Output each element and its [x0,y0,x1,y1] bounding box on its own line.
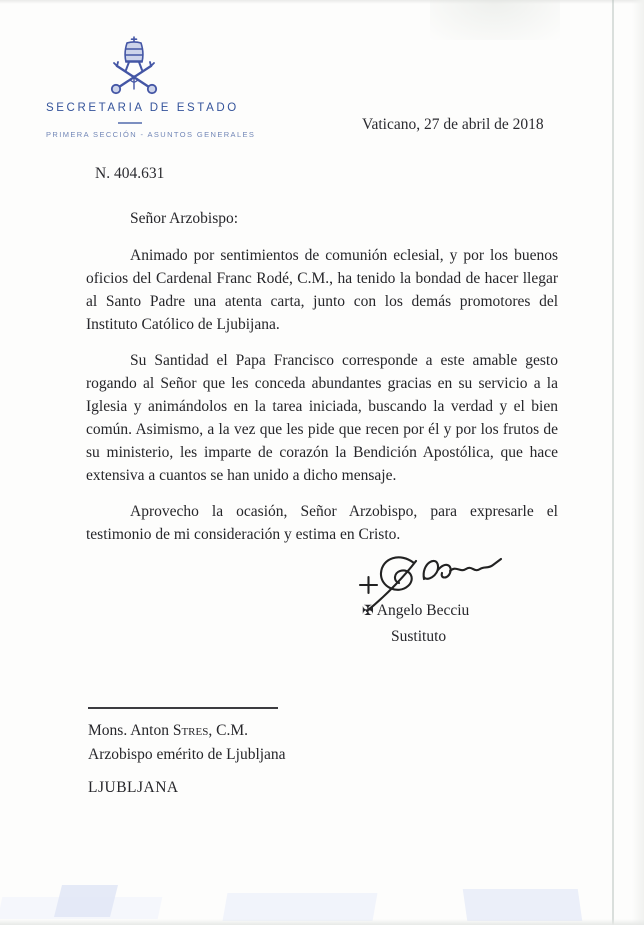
maltese-cross-icon: ✠ [362,604,374,619]
paragraph-3: Aprovecho la ocasión, Señor Arzobispo, para expresarle el testimonio de mi consideración y estima en Cristo. [86,503,558,543]
signer-name [362,602,469,620]
scan-artifact-blue-patch [463,889,582,921]
letterhead-office-name: SECRETARIA DE ESTADO [46,102,239,114]
addressee-surname: Stres [172,722,209,739]
scan-artifact-top-shadow [430,0,560,40]
signer-title: Sustituto [391,628,447,645]
salutation: Señor Arzobispo: [130,210,239,227]
dateline: Vaticano, 27 de abril de 2018 [362,116,544,133]
addressee-city: LJUBLJANA [88,779,179,796]
addressee-name-suffix: , C.M. [208,722,248,739]
paragraph-1: Animado por sentimientos de comunión eclesial, y por los buenos oficios del Cardenal Franc Rodé, C.M., ha tenido la bondad de hacer llegar al Santo Padre una atenta carta, junto con los demás promotores del Instituto Católico de Ljubijana. [86,247,558,333]
protocol-number: N. 404.631 [95,165,165,182]
addressee-name [88,722,248,740]
papal-tiara-crossed-keys-icon [103,36,165,96]
addressee-divider [88,707,278,709]
addressee-name-prefix: Mons. Anton [88,722,173,739]
addressee-role: Arzobispo emérito de Ljubljana [88,746,286,763]
scan-artifact-right-band [632,0,644,925]
letterhead-section-name: PRIMERA SECCIÓN - ASUNTOS GENERALES [46,130,256,139]
scan-artifact-blue-patch [223,893,378,921]
scan-artifact-blue-patch [54,885,118,917]
signer-name-text: Angelo Becciu [376,602,470,619]
letterhead-divider [118,122,142,124]
paragraph-2: Su Santidad el Papa Francisco corresponde a este amable gesto rogando al Señor que les conceda abundantes gracias en su servicio a la Iglesia y animándolos en la tarea iniciada, buscando la verdad y el bien común. Asimismo, a la vez que les pide que recen por él y por los frutos de su ministerio, les imparte de corazón la Bendición Apostólica, que hace extensiva a cuantos se han unido a dicho mensaje. [86,352,558,484]
scan-artifact-bottom-edge [0,919,644,925]
scan-artifact-right-line [612,0,614,925]
letter-body [86,244,558,559]
